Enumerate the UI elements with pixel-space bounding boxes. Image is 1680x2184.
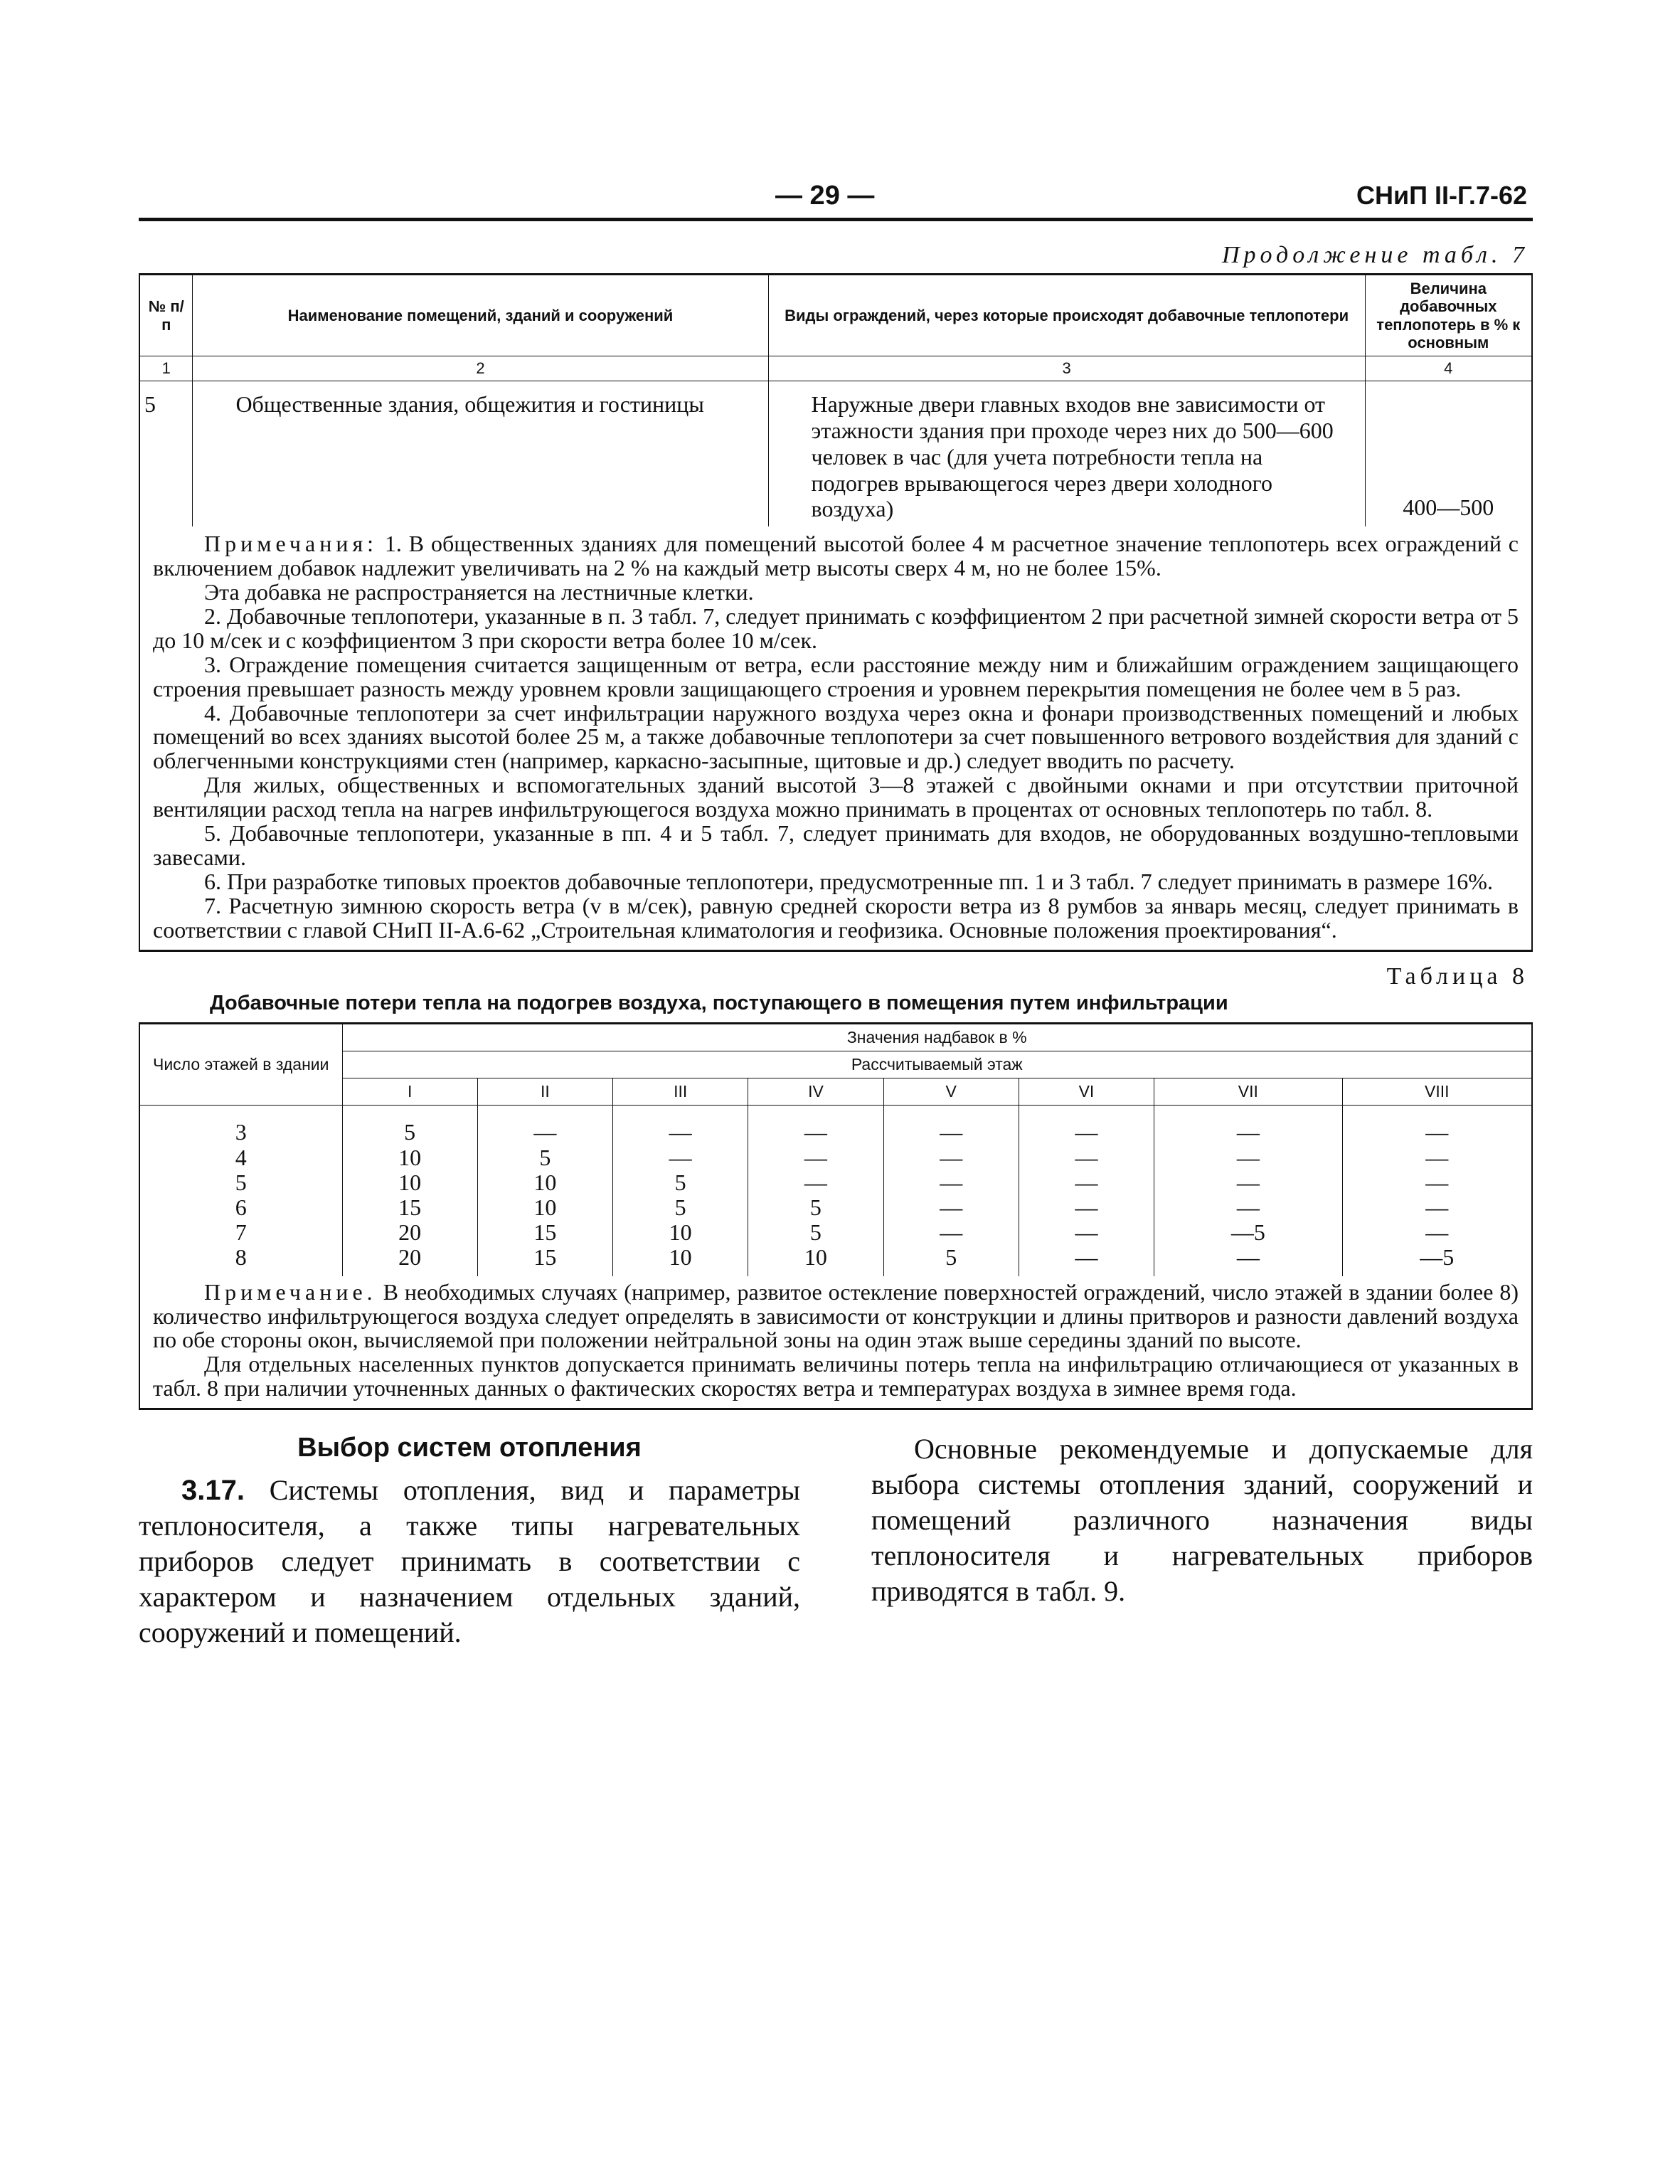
t8-header-floor: Рассчитываемый этаж: [342, 1051, 1532, 1078]
t7-header-enclosure: Виды ограждений, через которые происходят добавочные теплопотери: [768, 275, 1365, 356]
table7-continuation-label: Продолжение табл. 7: [1221, 242, 1529, 268]
t8-value-cell: —: [748, 1145, 883, 1170]
note-1: 1. В общественных зданиях для помещений высотой более 4 м расчетное значение теплопотерь всех ограждений с включением добавок надлежит увеличивать на 2 % на каждый метр высоты сверх 4 м, но не более 15%.: [153, 531, 1519, 581]
t8-value-cell: 10: [342, 1170, 477, 1195]
notes-label: Примечания:: [204, 531, 378, 557]
t7-colnum: 2: [193, 356, 768, 381]
section-body: [139, 1431, 1533, 1650]
t8-value-cell: 10: [477, 1195, 612, 1220]
t7-header-value: Величина добавочных теплопотерь в % к основным: [1365, 275, 1532, 356]
t8-value-cell: —: [1342, 1220, 1532, 1245]
t8-header-values: Значения надбавок в %: [342, 1023, 1532, 1051]
t8-value-cell: 5: [613, 1170, 748, 1195]
t8-value-cell: 10: [613, 1220, 748, 1245]
note-1-addendum: Эта добавка не распространяется на лестничные клетки.: [204, 578, 754, 605]
table-row: [139, 381, 1532, 526]
note-2: 2. Добавочные теплопотери, указанные в п. 3 табл. 7, следует принимать с коэффициентом 2 при расчетной зимней скорости ветра от 5 до 10 м/сек и с коэффициентом 3 при скорости ветра более 10 м/сек.: [153, 603, 1519, 653]
t8-floor-header: III: [613, 1078, 748, 1106]
right-column-text: Основные рекомендуемые и допускаемые для выбора системы отопления зданий, сооружений и помещений различного назначения виды теплоносителя и нагревательных приборов приводятся в табл. 9.: [871, 1433, 1533, 1608]
t8-value-cell: —5: [1154, 1220, 1343, 1245]
t7-row-value: 400—500: [1365, 381, 1532, 526]
right-column: [871, 1431, 1533, 1650]
table-row: [139, 1195, 1532, 1220]
t8-floor-header: VII: [1154, 1078, 1343, 1106]
t8-value-cell: 20: [342, 1245, 477, 1276]
table8-title: Добавочные потери тепла на подогрев воздуха, поступающего в помещения путем инфильтрации: [210, 991, 1228, 1014]
t8-value-cell: —: [883, 1106, 1019, 1145]
t8-floors-count: 6: [139, 1195, 342, 1220]
t8-value-cell: 5: [613, 1195, 748, 1220]
table-row: [139, 1220, 1532, 1245]
t8-value-cell: —: [883, 1145, 1019, 1170]
note-5: 5. Добавочные теплопотери, указанные в пп. 4 и 5 табл. 7, следует принимать для входов, не оборудованных воздушно-тепловыми завесами.: [153, 820, 1519, 870]
t8-value-cell: —: [1019, 1245, 1154, 1276]
note-label: Примечание.: [204, 1278, 377, 1305]
left-column: [139, 1431, 800, 1650]
page-header: [139, 171, 1533, 221]
t8-value-cell: —: [1342, 1170, 1532, 1195]
t8-floor-header: II: [477, 1078, 612, 1106]
t8-floor-header: I: [342, 1078, 477, 1106]
t7-colnum: 4: [1365, 356, 1532, 381]
t8-value-cell: —: [883, 1220, 1019, 1245]
t8-value-cell: —: [748, 1170, 883, 1195]
note-6: 6. При разработке типовых проектов добавочные теплопотери, предусмотренные пп. 1 и 3 табл. 7 следует принимать в размере 16%.: [204, 868, 1493, 894]
t8-value-cell: 15: [342, 1195, 477, 1220]
t8-note-text-2: Для отдельных населенных пунктов допускается принимать величины потерь тепла на инфильтрацию отличающиеся от указанных в табл. 8 при наличии уточненных данных о фактических скоростях ветра и температурах воздуха в зимнее время года.: [153, 1351, 1519, 1401]
t8-note-text: В необходимых случаях (например, развитое остекление поверхностей ограждений, число этажей в здании более 8) количество инфильтрующегося воздуха следует определять в зависимости от конструкции и длины притворов и разности давлений воздуха по обе стороны окон, вычисляемой при положении нейтральной зоны на один этаж выше середины зданий по высоте.: [153, 1278, 1519, 1353]
note-4-addendum: Для жилых, общественных и вспомогательных зданий высотой 3—8 этажей с двойными окнами и при отсутствии приточной вентиляции расход тепла на нагрев инфильтрующегося воздуха можно принимать в процентах от основных теплопотерь по табл. 8.: [153, 772, 1519, 822]
t7-header-name: Наименование помещений, зданий и сооружений: [193, 275, 768, 356]
t8-floors-count: 5: [139, 1170, 342, 1195]
page-number: — 29 —: [775, 181, 875, 211]
t8-value-cell: 15: [477, 1220, 612, 1245]
t8-value-cell: —: [613, 1145, 748, 1170]
t7-header-num: № п/п: [139, 275, 193, 356]
t8-floor-header: VI: [1019, 1078, 1154, 1106]
t8-value-cell: —: [1019, 1195, 1154, 1220]
t8-value-cell: —: [1019, 1220, 1154, 1245]
table-row: [139, 1106, 1532, 1145]
table-row: [139, 1170, 1532, 1195]
table-7: [139, 273, 1533, 526]
t8-value-cell: 5: [342, 1106, 477, 1145]
t7-colnum: 3: [768, 356, 1365, 381]
clause-text: Системы отопления, вид и параметры теплоносителя, а также типы нагревательных приборов следует принимать в соответствии с характером и назначением отдельных зданий, сооружений и помещений.: [139, 1473, 800, 1648]
t8-header-floors-count: Число этажей в здании: [139, 1023, 342, 1106]
t8-floors-count: 8: [139, 1245, 342, 1276]
table8-label: Таблица 8: [1386, 963, 1529, 990]
section-title: Выбор систем отопления: [297, 1433, 642, 1463]
t8-value-cell: —5: [1342, 1245, 1532, 1276]
t7-row-num: 5: [139, 381, 193, 526]
t8-value-cell: 5: [748, 1195, 883, 1220]
document-code: СНиП II-Г.7-62: [1356, 181, 1527, 210]
t8-floor-header: VIII: [1342, 1078, 1532, 1106]
header-divider: [139, 218, 1533, 221]
t8-value-cell: —: [1019, 1145, 1154, 1170]
document-page: [139, 171, 1533, 1650]
t8-value-cell: 20: [342, 1220, 477, 1245]
t8-floor-header: IV: [748, 1078, 883, 1106]
t8-value-cell: —: [1019, 1106, 1154, 1145]
note-4: 4. Добавочные теплопотери за счет инфильтрации наружного воздуха через окна и фонари производственных помещений и любых помещений во всех зданиях высотой более 25 м, а также добавочные теплопотери за счет повышенного ветрового воздействия для зданий с облегченными конструкциями стен (например, каркасно-засыпные, щитовые и др.) следует вводить по расчету.: [153, 699, 1519, 774]
t8-value-cell: 5: [883, 1245, 1019, 1276]
table-8: [139, 1022, 1533, 1276]
t8-value-cell: 15: [477, 1245, 612, 1276]
t8-value-cell: —: [1154, 1170, 1343, 1195]
t8-value-cell: 10: [342, 1145, 477, 1170]
table-row: [139, 1145, 1532, 1170]
clause-number: 3.17.: [181, 1474, 245, 1506]
t8-value-cell: —: [883, 1170, 1019, 1195]
t8-value-cell: —: [1154, 1106, 1343, 1145]
t8-value-cell: —: [1154, 1145, 1343, 1170]
t8-value-cell: —: [1154, 1195, 1343, 1220]
note-7: 7. Расчетную зимнюю скорость ветра (v в м/сек), равную средней скорости ветра из 8 румбов за январь месяц, следует принимать в соответствии с главой СНиП II-А.6-62 „Строительная климатология и геофизика. Основные положения проектирования“.: [153, 892, 1519, 943]
table8-notes: [139, 1276, 1533, 1411]
t8-value-cell: —: [1342, 1195, 1532, 1220]
t8-value-cell: —: [1154, 1245, 1343, 1276]
table7-notes: [139, 526, 1533, 951]
t7-row-name: Общественные здания, общежития и гостиницы: [193, 381, 768, 526]
note-3: 3. Ограждение помещения считается защищенным от ветра, если расстояние между ним и ближайшим ограждением защищающего строения превышает разность между уровнем кровли защищающего строения и уровнем перекрытия помещения не более чем в 5 раз.: [153, 651, 1519, 701]
t7-colnum: 1: [139, 356, 193, 381]
t8-value-cell: —: [477, 1106, 612, 1145]
t8-value-cell: —: [1019, 1170, 1154, 1195]
t8-value-cell: 10: [748, 1245, 883, 1276]
t8-floors-count: 7: [139, 1220, 342, 1245]
t8-value-cell: 10: [477, 1170, 612, 1195]
t8-value-cell: —: [883, 1195, 1019, 1220]
t8-floor-header: V: [883, 1078, 1019, 1106]
t8-value-cell: 5: [477, 1145, 612, 1170]
t8-value-cell: —: [1342, 1145, 1532, 1170]
t8-floors-count: 3: [139, 1106, 342, 1145]
table-row: [139, 1245, 1532, 1276]
t8-value-cell: 5: [748, 1220, 883, 1245]
t7-row-enclosure: Наружные двери главных входов вне зависимости от этажности здания при проходе через них до 500—600 человек в час (для учета потребности тепла на подогрев врывающегося через двери холодного воздуха): [768, 381, 1365, 526]
t8-value-cell: —: [748, 1106, 883, 1145]
t8-value-cell: —: [613, 1106, 748, 1145]
t8-floors-count: 4: [139, 1145, 342, 1170]
t8-value-cell: —: [1342, 1106, 1532, 1145]
t8-value-cell: 10: [613, 1245, 748, 1276]
